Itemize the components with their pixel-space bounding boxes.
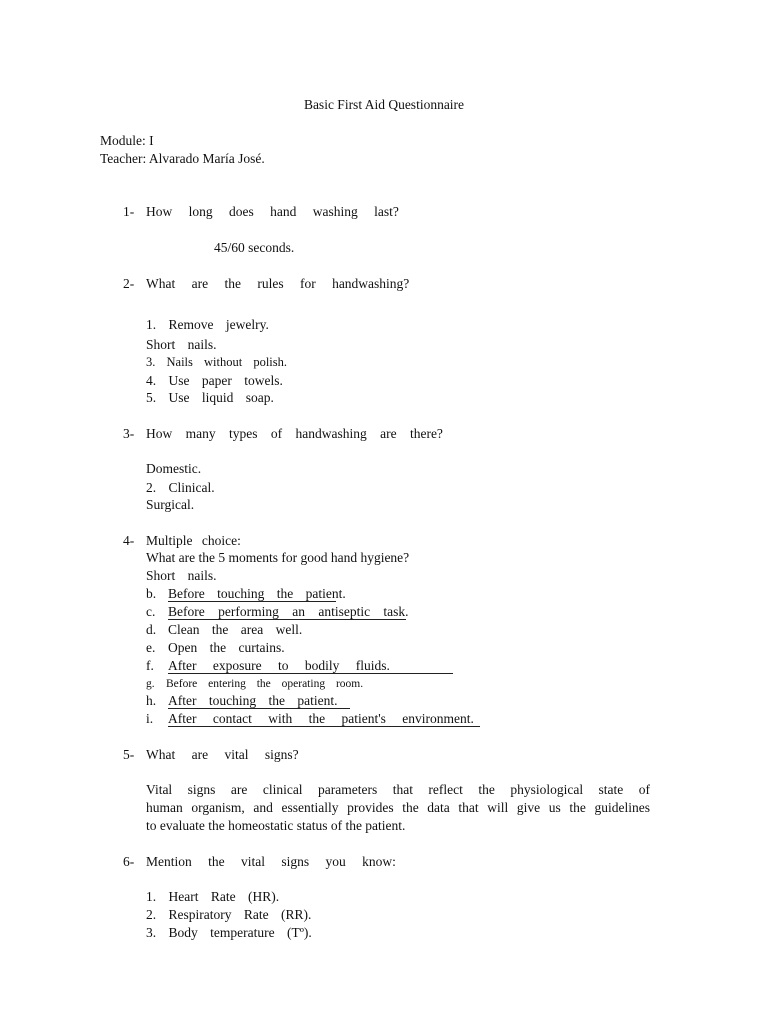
q4-option-letter: e. (146, 640, 156, 655)
q4-option-text: After contact with the patient's environment. (168, 711, 474, 726)
q6-item: 3. Body temperature (Tº). (146, 925, 312, 940)
answer-underline (168, 708, 350, 709)
q4-option-letter: h. (146, 693, 157, 708)
q6-item: 2. Respiratory Rate (RR). (146, 907, 312, 922)
answer-underline (168, 601, 336, 602)
q3-number: 3- (123, 426, 135, 441)
q5-answer-paragraph (146, 781, 650, 835)
teacher-line: Teacher: Alvarado María José. (100, 151, 265, 166)
q4-option-text: After touching the patient. (168, 693, 338, 708)
module-line: Module: I (100, 133, 154, 148)
q1-number: 1- (123, 204, 135, 219)
answer-underline (168, 619, 406, 620)
q4-option-text: Clean the area well. (168, 622, 303, 637)
q4-option-text: Before entering the operating room. (166, 678, 364, 690)
q6-item: 1. Heart Rate (HR). (146, 889, 280, 904)
q4-question: Multiple choice: (146, 533, 241, 548)
q4-option-letter: c. (146, 604, 156, 619)
answer-underline (168, 673, 453, 674)
answer-underline (168, 726, 480, 727)
q4-option-letter: g. (146, 678, 155, 690)
q2-item: 1. Remove jewelry. (146, 317, 269, 332)
q3-item: Domestic. (146, 461, 202, 476)
q1-answer: 45/60 seconds. (214, 240, 295, 255)
q4-option-text: Short nails. (146, 568, 217, 583)
q4-option-letter: i. (146, 711, 154, 726)
q3-item: 2. Clinical. (146, 480, 215, 495)
q2-item: 5. Use liquid soap. (146, 390, 274, 405)
q2-item: 4. Use paper towels. (146, 373, 283, 388)
q2-question: What are the rules for handwashing? (146, 276, 410, 291)
q3-question: How many types of handwashing are there? (146, 426, 443, 441)
q5-number: 5- (123, 747, 135, 762)
q4-option-letter: f. (146, 658, 154, 673)
q4-option-letter: b. (146, 586, 157, 601)
q5-answer-line: Vital signs are clinical parameters that reflect the physiological state of (146, 782, 650, 797)
q4-option-text: Before performing an antiseptic task. (168, 604, 409, 619)
q5-question: What are vital signs? (146, 747, 299, 762)
q6-number: 6- (123, 854, 135, 869)
q4-option-text: Open the curtains. (168, 640, 285, 655)
document-title: Basic First Aid Questionnaire (303, 97, 465, 112)
q4-option-text: Before touching the patient. (168, 586, 346, 601)
q2-item: Short nails. (146, 337, 217, 352)
q5-answer-line: human organism, and essentially provides the data that will give us the guidelines (146, 800, 650, 815)
q3-item: Surgical. (146, 497, 195, 512)
q1-question: How long does hand washing last? (146, 204, 399, 219)
q4-prompt: What are the 5 moments for good hand hygiene? (146, 550, 410, 565)
q4-number: 4- (123, 533, 135, 548)
q6-question: Mention the vital signs you know: (146, 854, 396, 869)
q2-number: 2- (123, 276, 135, 291)
q5-answer-line: to evaluate the homeostatic status of the patient. (146, 818, 406, 833)
q4-option-text: After exposure to bodily fluids. (168, 658, 390, 673)
q2-item: 3. Nails without polish. (146, 355, 288, 369)
q4-option-letter: d. (146, 622, 157, 637)
